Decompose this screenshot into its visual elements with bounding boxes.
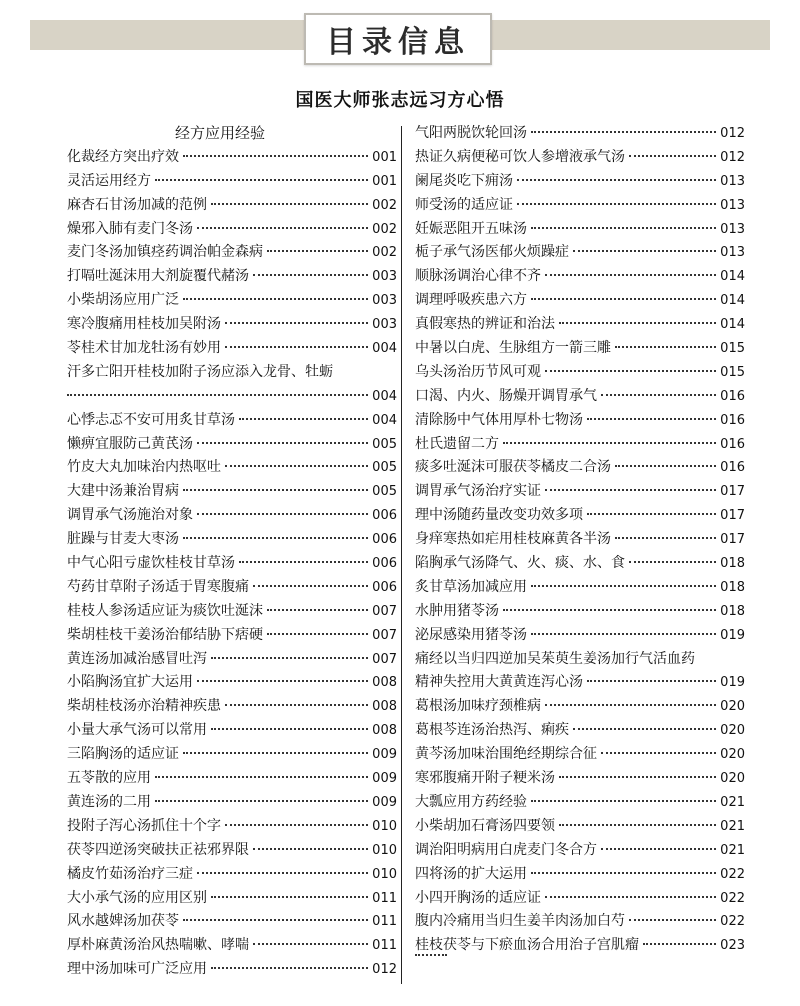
- toc-entry-page: 022: [720, 914, 745, 930]
- toc-entry-title: 四将汤的扩大运用: [415, 865, 527, 882]
- toc-leader-dots: [545, 274, 716, 276]
- toc-leader-dots: [615, 346, 716, 348]
- toc-entry-title: 栀子承气汤医郁火烦躁症: [415, 244, 569, 261]
- toc-left-column: [67, 122, 397, 982]
- toc-leader-dots: [155, 179, 368, 181]
- toc-leader-dots: [239, 418, 368, 420]
- toc-entry: [415, 456, 745, 480]
- toc-leader-dots: [197, 872, 368, 874]
- toc-entry-title: 乌头汤治历节风可观: [415, 363, 541, 380]
- toc-entry-title: 黄芩汤加味治围绝经期综合征: [415, 746, 597, 763]
- toc-entry-title: 阑尾炎吃下痈汤: [415, 172, 513, 189]
- toc-leader-dots: [197, 680, 368, 682]
- toc-entry-page: 001: [372, 149, 397, 165]
- toc-leader-dots: [545, 370, 716, 372]
- toc-entry: [415, 767, 745, 791]
- toc-entry-page: 009: [372, 771, 397, 787]
- toc-entry-page: 020: [720, 771, 745, 787]
- toc-entry-title: 三陷胸汤的适应证: [67, 746, 179, 763]
- toc-entry-title: 精神失控用大黄黄连泻心汤: [415, 674, 583, 691]
- toc-entry-title: 风水越婢汤加茯苓: [67, 913, 179, 930]
- toc-entry-title: 调治阳明病用白虎麦门冬合方: [415, 841, 597, 858]
- toc-entry-title: 心悸忐忑不安可用炙甘草汤: [67, 411, 235, 428]
- toc-entry-page: 022: [720, 890, 745, 906]
- toc-entry-page: 022: [720, 866, 745, 882]
- toc-entry-page: 015: [720, 341, 745, 357]
- toc-entry-page: 013: [720, 173, 745, 189]
- toc-entry: [415, 863, 745, 887]
- toc-entry: [67, 456, 397, 480]
- toc-entry-page: 006: [372, 556, 397, 572]
- toc-entry: [67, 648, 397, 672]
- toc-entry-title: 寒冷腹痛用桂枝加吴附汤: [67, 316, 221, 333]
- toc-entry-page: 008: [372, 675, 397, 691]
- toc-entry-title: 麦门冬汤加镇痉药调治帕金森病: [67, 244, 263, 261]
- toc-entry-title: 小量大承气汤可以常用: [67, 722, 207, 739]
- toc-entry-title: 身痒寒热如疟用桂枝麻黄各半汤: [415, 531, 611, 548]
- toc-entry-title: 小四开胸汤的适应证: [415, 889, 541, 906]
- toc-leader-dots: [629, 919, 716, 921]
- toc-entry: [67, 289, 397, 313]
- book-title: 国医大师张志远习方心悟: [295, 90, 505, 111]
- toc-entry: [67, 385, 397, 409]
- toc-entry-page: 004: [372, 388, 397, 404]
- toc-entry-title: 葛根汤加味疗颈椎病: [415, 698, 541, 715]
- toc-leader-dots: [531, 633, 716, 635]
- toc-entry-title: 顺脉汤调治心律不齐: [415, 268, 541, 285]
- toc-entry: [67, 863, 397, 887]
- toc-entry-page: 011: [372, 890, 397, 906]
- toc-entry-page: 023: [720, 938, 745, 954]
- toc-leader-dots: [253, 943, 368, 945]
- toc-entry: [415, 958, 745, 982]
- toc-leader-dots: [559, 824, 716, 826]
- toc-entry: [67, 218, 397, 242]
- toc-entry-title: 小柴胡加石膏汤四要领: [415, 817, 555, 834]
- toc-entry-title: 化裁经方突出疗效: [67, 148, 179, 165]
- toc-entry-title: 口渴、内火、肠燥开调胃承气: [415, 387, 597, 404]
- toc-entry-page: 007: [372, 603, 397, 619]
- toc-leader-dots: [225, 465, 368, 467]
- toc-leader-dots: [253, 274, 368, 276]
- toc-leader-dots: [573, 250, 716, 252]
- toc-entry: [415, 695, 745, 719]
- toc-entry-title: 柴胡桂枝干姜汤治郁结胁下痞硬: [67, 626, 263, 643]
- toc-entry-page: 001: [372, 173, 397, 189]
- toc-entry: [415, 313, 745, 337]
- toc-leader-dots: [573, 728, 716, 730]
- toc-entry: [67, 624, 397, 648]
- toc-entry-title: 橘皮竹茹汤治疗三症: [67, 865, 193, 882]
- toc-entry-page: 021: [720, 794, 745, 810]
- toc-entry-page: 017: [720, 508, 745, 524]
- toc-entry-page: 014: [720, 317, 745, 333]
- toc-entry: [415, 576, 745, 600]
- toc-leader-dots: [155, 776, 368, 778]
- toc-entry-page: 016: [720, 460, 745, 476]
- toc-leader-dots: [531, 298, 716, 300]
- toc-entry: [415, 241, 745, 265]
- toc-entry-page: 018: [720, 603, 745, 619]
- toc-entry-title: 调胃承气汤治疗实证: [415, 483, 541, 500]
- toc-leader-dots: [629, 561, 716, 563]
- toc-entry-page: 016: [720, 436, 745, 452]
- toc-leader-dots: [253, 848, 368, 850]
- toc-entry: [67, 791, 397, 815]
- toc-entry: [415, 934, 745, 958]
- section-heading: 经方应用经验: [175, 124, 266, 142]
- toc-leader-dots: [531, 227, 716, 229]
- toc-entry-page: 017: [720, 484, 745, 500]
- toc-leader-dots: [601, 752, 716, 754]
- toc-entry-title: 竹皮大丸加味治内热呕吐: [67, 459, 221, 476]
- toc-entry-page: 005: [372, 436, 397, 452]
- toc-entry-page: 020: [720, 699, 745, 715]
- toc-entry: [415, 528, 745, 552]
- toc-entry: [67, 600, 397, 624]
- toc-leader-dots: [545, 704, 716, 706]
- toc-entry-title: 厚朴麻黄汤治风热喘嗽、哮喘: [67, 937, 249, 954]
- toc-entry-title: 陷胸承气汤降气、火、痰、水、食: [415, 555, 625, 572]
- toc-entry-page: 016: [720, 412, 745, 428]
- toc-entry: [415, 409, 745, 433]
- toc-entry-title: 小柴胡汤应用广泛: [67, 292, 179, 309]
- toc-entry-page: 011: [372, 914, 397, 930]
- toc-leader-dots: [267, 609, 368, 611]
- toc-entry-title: 黄连汤的二用: [67, 793, 151, 810]
- toc-leader-dots: [239, 561, 368, 563]
- toc-entry: [67, 337, 397, 361]
- toc-entry: [67, 958, 397, 982]
- toc-entry-page: 019: [720, 675, 745, 691]
- toc-leader-dots: [267, 633, 368, 635]
- toc-entry: [67, 170, 397, 194]
- toc-entry-page: 013: [720, 221, 745, 237]
- toc-left-entries: [67, 146, 397, 982]
- toc-leader-dots: [415, 954, 447, 956]
- toc-entry: [67, 719, 397, 743]
- toc-entry-page: 006: [372, 508, 397, 524]
- toc-entry: [67, 910, 397, 934]
- toc-entry: [415, 480, 745, 504]
- toc-leader-dots: [559, 322, 716, 324]
- toc-entry: [415, 648, 745, 672]
- toc-entry-page: 012: [372, 962, 397, 978]
- toc-entry: [415, 887, 745, 911]
- toc-entry-page: 012: [720, 126, 745, 141]
- toc-entry: [67, 361, 397, 385]
- toc-leader-dots: [211, 728, 368, 730]
- toc-entry-title: 桂枝人参汤适应证为痰饮吐涎沫: [67, 602, 263, 619]
- toc-leader-dots: [211, 657, 368, 659]
- toc-right-column: [415, 122, 745, 982]
- toc-entry-page: 009: [372, 794, 397, 810]
- toc-entry-page: 018: [720, 556, 745, 572]
- toc-leader-dots: [183, 537, 368, 539]
- toc-leader-dots: [615, 537, 716, 539]
- toc-leader-dots: [517, 179, 716, 181]
- toc-leader-dots: [211, 203, 368, 205]
- toc-entry: [415, 791, 745, 815]
- toc-leader-dots: [225, 824, 368, 826]
- toc-entry-title: 茯苓四逆汤突破扶正祛邪界限: [67, 841, 249, 858]
- toc-entry: [415, 265, 745, 289]
- toc-entry-title: 理中汤随药量改变功效多项: [415, 507, 583, 524]
- toc-entry-title: 调胃承气汤施治对象: [67, 507, 193, 524]
- toc-leader-dots: [211, 967, 368, 969]
- toc-entry-title: 痰多吐涎沫可服茯苓橘皮二合汤: [415, 459, 611, 476]
- toc-leader-dots: [503, 609, 716, 611]
- toc-entry-page: 010: [372, 866, 397, 882]
- toc-leader-dots: [587, 418, 716, 420]
- toc-entry: [415, 194, 745, 218]
- toc-entry-page: 008: [372, 699, 397, 715]
- toc-entry-title: 炙甘草汤加减应用: [415, 578, 527, 595]
- toc-entry-title: 芍药甘草附子汤适于胃寒腹痛: [67, 578, 249, 595]
- toc-entry: [67, 480, 397, 504]
- toc-leader-dots: [517, 203, 716, 205]
- toc-entry-page: 010: [372, 842, 397, 858]
- toc-right-entries: [415, 122, 745, 982]
- toc-entry-page: 015: [720, 364, 745, 380]
- toc-leader-dots: [267, 250, 368, 252]
- toc-leader-dots: [615, 465, 716, 467]
- toc-entry-title: 中暑以白虎、生脉组方一箭三雕: [415, 340, 611, 357]
- toc-entry-title: 中气心阳亏虚饮桂枝甘草汤: [67, 555, 235, 572]
- toc-entry-title: 汗多亡阳开桂枝加附子汤应添入龙骨、牡蛎: [67, 363, 333, 380]
- toc-entry-page: 019: [720, 627, 745, 643]
- toc-entry-title: 柴胡桂枝汤亦治精神疾患: [67, 698, 221, 715]
- toc-entry: [67, 265, 397, 289]
- toc-entry: [415, 839, 745, 863]
- toc-entry: [415, 170, 745, 194]
- toc-entry-title: 妊娠恶阻开五味汤: [415, 220, 527, 237]
- toc-entry-title: 水肿用猪苓汤: [415, 602, 499, 619]
- toc-entry-page: 003: [372, 317, 397, 333]
- toc-leader-dots: [197, 513, 368, 515]
- toc-entry: [415, 361, 745, 385]
- toc-entry: [415, 815, 745, 839]
- toc-entry: [67, 241, 397, 265]
- toc-entry: [415, 289, 745, 313]
- toc-entry: [67, 528, 397, 552]
- toc-entry: [67, 839, 397, 863]
- toc-leader-dots: [211, 896, 368, 898]
- toc-entry-title: 桂枝茯苓与下瘀血汤合用治子宫肌瘤: [415, 937, 639, 954]
- toc-leader-dots: [545, 896, 716, 898]
- toc-entry-page: 003: [372, 293, 397, 309]
- toc-entry-page: 016: [720, 388, 745, 404]
- toc-entry-page: 003: [372, 269, 397, 285]
- toc-entry-title: 腹内冷痛用当归生姜羊肉汤加白芍: [415, 913, 625, 930]
- toc-entry-title: 苓桂术甘加龙牡汤有妙用: [67, 340, 221, 357]
- toc-entry: [415, 910, 745, 934]
- toc-leader-dots: [531, 872, 716, 874]
- toc-entry: [415, 433, 745, 457]
- toc-entry-page: 002: [372, 197, 397, 213]
- toc-entry-title: 投附子泻心汤抓住十个字: [67, 817, 221, 834]
- toc-entry-page: 007: [372, 627, 397, 643]
- toc-leader-dots: [587, 680, 716, 682]
- toc-entry-page: 006: [372, 579, 397, 595]
- toc-leader-dots: [183, 752, 368, 754]
- toc-leader-dots: [531, 585, 716, 587]
- toc-leader-dots: [225, 322, 368, 324]
- toc-leader-dots: [559, 776, 716, 778]
- toc-entry: [415, 600, 745, 624]
- toc-entry-title: 寒邪腹痛开附子粳米汤: [415, 770, 555, 787]
- toc-leader-dots: [183, 298, 368, 300]
- toc-entry-page: 006: [372, 532, 397, 548]
- toc-leader-dots: [545, 489, 716, 491]
- toc-entry: [415, 146, 745, 170]
- toc-entry-page: 004: [372, 412, 397, 428]
- toc-entry-page: 002: [372, 245, 397, 261]
- toc-leader-dots: [197, 442, 368, 444]
- toc-entry-page: 018: [720, 579, 745, 595]
- toc-entry-page: 010: [372, 818, 397, 834]
- toc-entry-title: 痛经以当归四逆加吴茱萸生姜汤加行气活血药: [415, 650, 695, 667]
- toc-entry-title: 大小承气汤的应用区别: [67, 889, 207, 906]
- toc-entry-page: 014: [720, 269, 745, 285]
- toc-entry-page: 013: [720, 245, 745, 261]
- toc-entry-title: 大建中汤兼治胃病: [67, 483, 179, 500]
- toc-entry-page: 011: [372, 938, 397, 954]
- toc-entry-page: 009: [372, 747, 397, 763]
- toc-leader-dots: [531, 800, 716, 802]
- toc-entry: [67, 576, 397, 600]
- toc-leader-dots: [225, 704, 368, 706]
- toc-entry: [415, 385, 745, 409]
- toc-leader-dots: [155, 800, 368, 802]
- toc-entry-title: 师受汤的适应证: [415, 196, 513, 213]
- toc-entry-page: 020: [720, 723, 745, 739]
- toc-entry: [67, 767, 397, 791]
- toc-entry-title: 理中汤加味可广泛应用: [67, 961, 207, 978]
- toc-entry: [415, 671, 745, 695]
- toc-entry: [415, 122, 745, 146]
- toc-entry: [415, 218, 745, 242]
- toc-entry-title: 五苓散的应用: [67, 770, 151, 787]
- toc-entry-title: 杜氏遗留二方: [415, 435, 499, 452]
- toc-entry-page: 012: [720, 149, 745, 165]
- toc-entry-page: 005: [372, 484, 397, 500]
- toc-entry: [67, 194, 397, 218]
- toc-entry-title: 打嗝吐涎沫用大剂旋覆代赭汤: [67, 268, 249, 285]
- toc-leader-dots: [225, 346, 368, 348]
- toc-leader-dots: [643, 943, 716, 945]
- toc-leader-dots: [503, 442, 716, 444]
- toc-entry: [67, 313, 397, 337]
- toc-entry-page: 008: [372, 723, 397, 739]
- toc-entry-page: 014: [720, 293, 745, 309]
- toc-entry-title: 黄连汤加减治感冒吐泻: [67, 650, 207, 667]
- header-title-box: [304, 13, 492, 65]
- toc-entry-title: 脏躁与甘麦大枣汤: [67, 531, 179, 548]
- toc-entry-page: 021: [720, 818, 745, 834]
- toc-entry: [415, 337, 745, 361]
- toc-entry-title: 燥邪入肺有麦门冬汤: [67, 220, 193, 237]
- toc-entry-page: 005: [372, 460, 397, 476]
- toc-entry-page: 021: [720, 842, 745, 858]
- toc-entry-page: 020: [720, 747, 745, 763]
- toc-leader-dots: [253, 585, 368, 587]
- toc-entry: [67, 409, 397, 433]
- toc-entry: [415, 743, 745, 767]
- toc-leader-dots: [587, 513, 716, 515]
- toc-entry: [67, 671, 397, 695]
- toc-entry-title: 大瓢应用方药经验: [415, 793, 527, 810]
- toc-entry: [67, 504, 397, 528]
- toc-entry-title: 热证久病便秘可饮人参增液承气汤: [415, 148, 625, 165]
- toc-entry: [67, 695, 397, 719]
- toc-leader-dots: [183, 919, 368, 921]
- toc-entry: [415, 504, 745, 528]
- toc-entry-page: 017: [720, 532, 745, 548]
- toc-leader-dots: [67, 394, 368, 396]
- toc-entry: [415, 719, 745, 743]
- toc-entry-title: 真假寒热的辨证和治法: [415, 316, 555, 333]
- toc-leader-dots: [601, 848, 716, 850]
- toc-leader-dots: [183, 155, 368, 157]
- toc-entry-title: 懒痹宜服防己黄芪汤: [67, 435, 193, 452]
- toc-entry-page: 002: [372, 221, 397, 237]
- toc-entry: [415, 552, 745, 576]
- toc-entry: [67, 146, 397, 170]
- toc-leader-dots: [531, 131, 716, 133]
- catalog-title: 目录信息: [326, 25, 470, 60]
- toc-entry: [67, 552, 397, 576]
- column-divider: [401, 126, 402, 984]
- toc-leader-dots: [183, 489, 368, 491]
- toc-entry-title: 葛根芩连汤治热泻、痢疾: [415, 722, 569, 739]
- toc-entry-title: 小陷胸汤宜扩大运用: [67, 674, 193, 691]
- toc-leader-dots: [601, 394, 716, 396]
- toc-leader-dots: [629, 155, 716, 157]
- toc-entry: [67, 815, 397, 839]
- toc-entry: [67, 887, 397, 911]
- toc-leader-dots: [197, 227, 368, 229]
- toc-entry-title: 调理呼吸疾患六方: [415, 292, 527, 309]
- toc-entry-title: 灵活运用经方: [67, 172, 151, 189]
- toc-entry-title: 气阳两脱饮轮回汤: [415, 125, 527, 141]
- toc-entry-page: 013: [720, 197, 745, 213]
- toc-entry: [67, 433, 397, 457]
- toc-entry: [67, 934, 397, 958]
- toc-entry: [415, 624, 745, 648]
- toc-entry-title: 清除肠中气体用厚朴七物汤: [415, 411, 583, 428]
- toc-entry-page: 004: [372, 341, 397, 357]
- toc-entry: [67, 743, 397, 767]
- toc-entry-title: 泌尿感染用猪苓汤: [415, 626, 527, 643]
- toc-entry-page: 007: [372, 651, 397, 667]
- toc-entry-title: 麻杏石甘汤加减的范例: [67, 196, 207, 213]
